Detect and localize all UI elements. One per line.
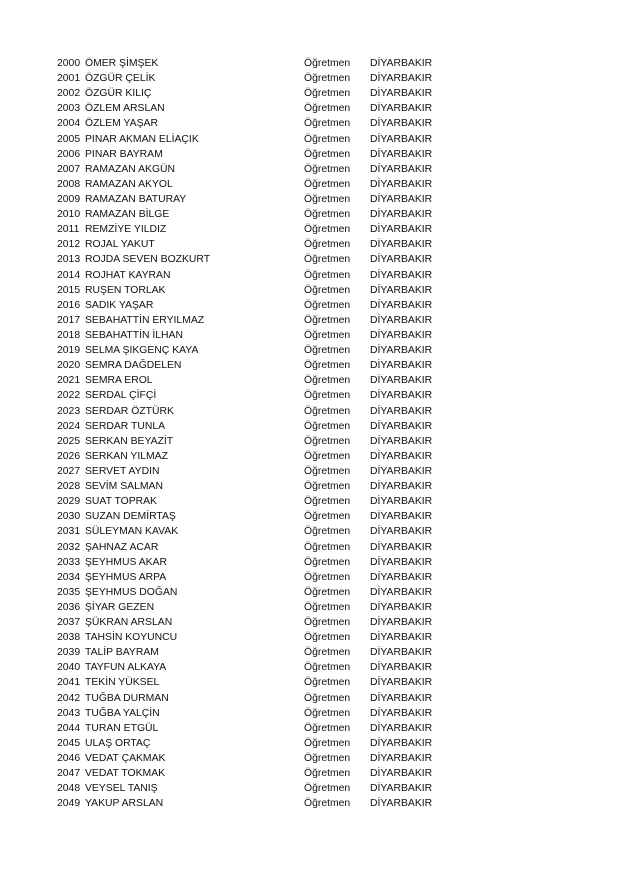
person-name: ÖMER ŞİMŞEK [85, 58, 159, 69]
role-label: Öğretmen [304, 58, 351, 69]
city-label: DİYARBAKIR [370, 571, 433, 583]
person-name: SUZAN DEMİRTAŞ [85, 511, 176, 523]
role-label: Öğretmen [304, 435, 351, 447]
role-label: Öğretmen [304, 390, 351, 402]
city-label: DİYARBAKIR [370, 209, 433, 221]
role-label: Öğretmen [304, 360, 351, 372]
list-item [57, 86, 457, 101]
city-label: DİYARBAKIR [370, 722, 433, 734]
person-name: TUĞBA DURMAN [85, 692, 169, 704]
person-name: SEMRA DAĞDELEN [85, 360, 182, 372]
role-label: Öğretmen [304, 329, 351, 341]
role-label: Öğretmen [304, 647, 351, 659]
row-number: 2003 [57, 103, 81, 115]
role-label: Öğretmen [304, 239, 351, 251]
row-number: 2021 [57, 375, 81, 387]
row-number: 2005 [57, 133, 81, 145]
person-name: SEBAHATTİN İLHAN [85, 329, 183, 341]
list-item [57, 509, 457, 524]
city-label: DİYARBAKIR [370, 753, 433, 765]
list-item [57, 721, 457, 736]
person-name: ÖZGÜR ÇELİK [85, 73, 156, 85]
person-name: ŞEYHMUS AKAR [85, 556, 167, 568]
person-name: ŞÜKRAN ARSLAN [85, 617, 173, 629]
row-number: 2009 [57, 193, 81, 205]
person-name: SERKAN BEYAZİT [85, 435, 174, 447]
city-label: DİYARBAKIR [370, 420, 433, 432]
city-label: DİYARBAKIR [370, 632, 433, 644]
row-number: 2045 [57, 737, 81, 749]
list-item [57, 691, 457, 706]
list-item [57, 358, 457, 373]
list-item [57, 570, 457, 585]
city-label: DİYARBAKIR [370, 88, 433, 100]
list-item [57, 101, 457, 116]
list-item [57, 524, 457, 539]
list-item [57, 675, 457, 690]
person-name: REMZİYE YILDIZ [85, 224, 167, 236]
city-label: DİYARBAKIR [370, 405, 433, 417]
row-number: 2041 [57, 677, 81, 689]
city-label: DİYARBAKIR [370, 375, 433, 387]
row-number: 2019 [57, 345, 81, 357]
row-number: 2000 [57, 58, 81, 69]
person-name: SERVET AYDIN [85, 465, 160, 477]
person-name: VEDAT ÇAKMAK [85, 753, 166, 765]
row-number: 2047 [57, 768, 81, 780]
person-name: TEKİN YÜKSEL [85, 677, 160, 689]
role-label: Öğretmen [304, 193, 351, 205]
role-label: Öğretmen [304, 88, 351, 100]
teacher-list [57, 56, 457, 811]
city-label: DİYARBAKIR [370, 481, 433, 493]
row-number: 2024 [57, 420, 81, 432]
role-label: Öğretmen [304, 450, 351, 462]
row-number: 2016 [57, 299, 81, 311]
list-item [57, 555, 457, 570]
role-label: Öğretmen [304, 526, 351, 538]
person-name: ŞAHNAZ ACAR [85, 541, 159, 553]
row-number: 2033 [57, 556, 81, 568]
city-label: DİYARBAKIR [370, 707, 433, 719]
city-label: DİYARBAKIR [370, 647, 433, 659]
city-label: DİYARBAKIR [370, 178, 433, 190]
list-item [57, 419, 457, 434]
city-label: DİYARBAKIR [370, 224, 433, 236]
city-label: DİYARBAKIR [370, 163, 433, 175]
row-number: 2046 [57, 753, 81, 765]
person-name: PINAR AKMAN ELİAÇIK [85, 133, 199, 145]
row-number: 2049 [57, 798, 81, 810]
city-label: DİYARBAKIR [370, 254, 433, 266]
list-item [57, 237, 457, 252]
row-number: 2034 [57, 571, 81, 583]
list-item [57, 71, 457, 86]
list-item [57, 283, 457, 298]
city-label: DİYARBAKIR [370, 345, 433, 357]
list-item [57, 207, 457, 222]
person-name: TAYFUN ALKAYA [85, 662, 167, 674]
city-label: DİYARBAKIR [370, 737, 433, 749]
person-name: SADIK YAŞAR [85, 299, 154, 311]
city-label: DİYARBAKIR [370, 783, 433, 795]
list-item [57, 56, 457, 71]
list-item [57, 328, 457, 343]
list-item [57, 660, 457, 675]
row-number: 2032 [57, 541, 81, 553]
city-label: DİYARBAKIR [370, 496, 433, 508]
role-label: Öğretmen [304, 163, 351, 175]
person-name: RAMAZAN BİLGE [85, 209, 170, 221]
role-label: Öğretmen [304, 420, 351, 432]
city-label: DİYARBAKIR [370, 662, 433, 674]
role-label: Öğretmen [304, 692, 351, 704]
row-number: 2011 [57, 224, 80, 236]
person-name: ÖZLEM YAŞAR [85, 118, 158, 130]
role-label: Öğretmen [304, 662, 351, 674]
role-label: Öğretmen [304, 133, 351, 145]
row-number: 2010 [57, 209, 81, 221]
city-label: DİYARBAKIR [370, 329, 433, 341]
list-item [57, 766, 457, 781]
role-label: Öğretmen [304, 224, 351, 236]
person-name: ROJAL YAKUT [85, 239, 155, 251]
list-item [57, 645, 457, 660]
role-label: Öğretmen [304, 632, 351, 644]
person-name: SUAT TOPRAK [85, 496, 157, 508]
person-name: SERDAL ÇİFÇİ [85, 390, 157, 402]
city-label: DİYARBAKIR [370, 73, 433, 85]
row-number: 2036 [57, 601, 81, 613]
role-label: Öğretmen [304, 345, 351, 357]
list-item [57, 630, 457, 645]
list-item [57, 373, 457, 388]
list-item [57, 116, 457, 131]
role-label: Öğretmen [304, 148, 351, 160]
city-label: DİYARBAKIR [370, 435, 433, 447]
person-name: RAMAZAN AKGÜN [85, 163, 176, 175]
row-number: 2044 [57, 722, 81, 734]
city-label: DİYARBAKIR [370, 526, 433, 538]
role-label: Öğretmen [304, 586, 351, 598]
person-name: ÖZGÜR KILIÇ [85, 88, 152, 100]
row-number: 2001 [57, 73, 81, 85]
city-label: DİYARBAKIR [370, 465, 433, 477]
list-item [57, 540, 457, 555]
city-label: DİYARBAKIR [370, 511, 433, 523]
row-number: 2039 [57, 647, 81, 659]
person-name: RUŞEN TORLAK [85, 284, 166, 296]
row-number: 2008 [57, 178, 81, 190]
role-label: Öğretmen [304, 571, 351, 583]
row-number: 2029 [57, 496, 81, 508]
role-label: Öğretmen [304, 798, 351, 810]
role-label: Öğretmen [304, 299, 351, 311]
person-name: PINAR BAYRAM [85, 148, 163, 160]
row-number: 2028 [57, 481, 81, 493]
row-number: 2026 [57, 450, 81, 462]
list-item [57, 268, 457, 283]
list-item [57, 147, 457, 162]
role-label: Öğretmen [304, 768, 351, 780]
role-label: Öğretmen [304, 254, 351, 266]
list-item [57, 796, 457, 811]
person-name: ÖZLEM ARSLAN [85, 103, 165, 115]
row-number: 2002 [57, 88, 81, 100]
person-name: SERDAR ÖZTÜRK [85, 405, 174, 417]
person-name: RAMAZAN AKYOL [85, 178, 173, 190]
city-label: DİYARBAKIR [370, 360, 433, 372]
city-label: DİYARBAKIR [370, 193, 433, 205]
city-label: DİYARBAKIR [370, 133, 433, 145]
list-item [57, 464, 457, 479]
person-name: SÜLEYMAN KAVAK [85, 526, 179, 538]
person-name: SEMRA EROL [85, 375, 153, 387]
city-label: DİYARBAKIR [370, 798, 433, 810]
list-item [57, 222, 457, 237]
person-name: SERDAR TUNLA [85, 420, 166, 432]
list-item [57, 252, 457, 267]
row-number: 2018 [57, 329, 81, 341]
person-name: TUĞBA YALÇİN [85, 707, 160, 719]
city-label: DİYARBAKIR [370, 299, 433, 311]
list-item [57, 162, 457, 177]
row-number: 2031 [57, 526, 81, 538]
city-label: DİYARBAKIR [370, 617, 433, 629]
role-label: Öğretmen [304, 375, 351, 387]
role-label: Öğretmen [304, 617, 351, 629]
row-number: 2007 [57, 163, 81, 175]
row-number: 2014 [57, 269, 81, 281]
row-number: 2020 [57, 360, 81, 372]
row-number: 2035 [57, 586, 81, 598]
role-label: Öğretmen [304, 178, 351, 190]
role-label: Öğretmen [304, 118, 351, 130]
city-label: DİYARBAKIR [370, 103, 433, 115]
role-label: Öğretmen [304, 783, 351, 795]
city-label: DİYARBAKIR [370, 118, 433, 130]
row-number: 2025 [57, 435, 81, 447]
list-item [57, 449, 457, 464]
row-number: 2006 [57, 148, 81, 160]
person-name: YAKUP ARSLAN [85, 798, 164, 810]
role-label: Öğretmen [304, 405, 351, 417]
list-item [57, 434, 457, 449]
list-item [57, 781, 457, 796]
city-label: DİYARBAKIR [370, 541, 433, 553]
list-item [57, 404, 457, 419]
list-item [57, 313, 457, 328]
list-item [57, 615, 457, 630]
city-label: DİYARBAKIR [370, 677, 433, 689]
city-label: DİYARBAKIR [370, 58, 433, 69]
role-label: Öğretmen [304, 465, 351, 477]
city-label: DİYARBAKIR [370, 314, 433, 326]
city-label: DİYARBAKIR [370, 390, 433, 402]
role-label: Öğretmen [304, 103, 351, 115]
list-item [57, 132, 457, 147]
role-label: Öğretmen [304, 284, 351, 296]
role-label: Öğretmen [304, 511, 351, 523]
city-label: DİYARBAKIR [370, 450, 433, 462]
city-label: DİYARBAKIR [370, 556, 433, 568]
person-name: RAMAZAN BATURAY [85, 193, 187, 205]
city-label: DİYARBAKIR [370, 768, 433, 780]
list-item [57, 388, 457, 403]
role-label: Öğretmen [304, 73, 351, 85]
city-label: DİYARBAKIR [370, 239, 433, 251]
row-number: 2015 [57, 284, 81, 296]
row-number: 2004 [57, 118, 81, 130]
row-number: 2040 [57, 662, 81, 674]
role-label: Öğretmen [304, 541, 351, 553]
role-label: Öğretmen [304, 269, 351, 281]
row-number: 2038 [57, 632, 81, 644]
list-item [57, 343, 457, 358]
row-number: 2027 [57, 465, 81, 477]
role-label: Öğretmen [304, 209, 351, 221]
role-label: Öğretmen [304, 722, 351, 734]
person-name: TALİP BAYRAM [85, 647, 159, 659]
list-item [57, 192, 457, 207]
person-name: ROJDA SEVEN BOZKURT [85, 254, 211, 266]
role-label: Öğretmen [304, 556, 351, 568]
person-name: SEBAHATTİN ERYILMAZ [85, 314, 205, 326]
row-number: 2043 [57, 707, 81, 719]
role-label: Öğretmen [304, 707, 351, 719]
row-number: 2022 [57, 390, 81, 402]
row-number: 2012 [57, 239, 81, 251]
city-label: DİYARBAKIR [370, 269, 433, 281]
city-label: DİYARBAKIR [370, 601, 433, 613]
list-item [57, 479, 457, 494]
person-name: ULAŞ ORTAÇ [85, 737, 151, 749]
role-label: Öğretmen [304, 481, 351, 493]
row-number: 2042 [57, 692, 81, 704]
list-item [57, 494, 457, 509]
row-number: 2017 [57, 314, 81, 326]
list-item [57, 177, 457, 192]
role-label: Öğretmen [304, 314, 351, 326]
person-name: SELMA ŞIKGENÇ KAYA [85, 345, 199, 357]
list-item [57, 585, 457, 600]
person-name: SEVİM SALMAN [85, 481, 163, 493]
person-name: ŞEYHMUS ARPA [85, 571, 167, 583]
row-number: 2037 [57, 617, 81, 629]
role-label: Öğretmen [304, 601, 351, 613]
role-label: Öğretmen [304, 753, 351, 765]
city-label: DİYARBAKIR [370, 586, 433, 598]
role-label: Öğretmen [304, 737, 351, 749]
list-item [57, 751, 457, 766]
list-item [57, 736, 457, 751]
person-name: VEDAT TOKMAK [85, 768, 166, 780]
person-name: TAHSİN KOYUNCU [85, 632, 178, 644]
city-label: DİYARBAKIR [370, 148, 433, 160]
row-number: 2023 [57, 405, 81, 417]
person-name: VEYSEL TANIŞ [85, 783, 158, 795]
role-label: Öğretmen [304, 496, 351, 508]
row-number: 2013 [57, 254, 81, 266]
person-name: SERKAN YILMAZ [85, 450, 168, 462]
person-name: ŞEYHMUS DOĞAN [85, 586, 178, 598]
row-number: 2048 [57, 783, 81, 795]
city-label: DİYARBAKIR [370, 284, 433, 296]
list-item [57, 706, 457, 721]
person-name: ŞİYAR GEZEN [85, 601, 155, 613]
list-item [57, 600, 457, 615]
row-number: 2030 [57, 511, 81, 523]
city-label: DİYARBAKIR [370, 692, 433, 704]
role-label: Öğretmen [304, 677, 351, 689]
person-name: TURAN ETGÜL [85, 722, 159, 734]
person-name: ROJHAT KAYRAN [85, 269, 171, 281]
list-item [57, 298, 457, 313]
